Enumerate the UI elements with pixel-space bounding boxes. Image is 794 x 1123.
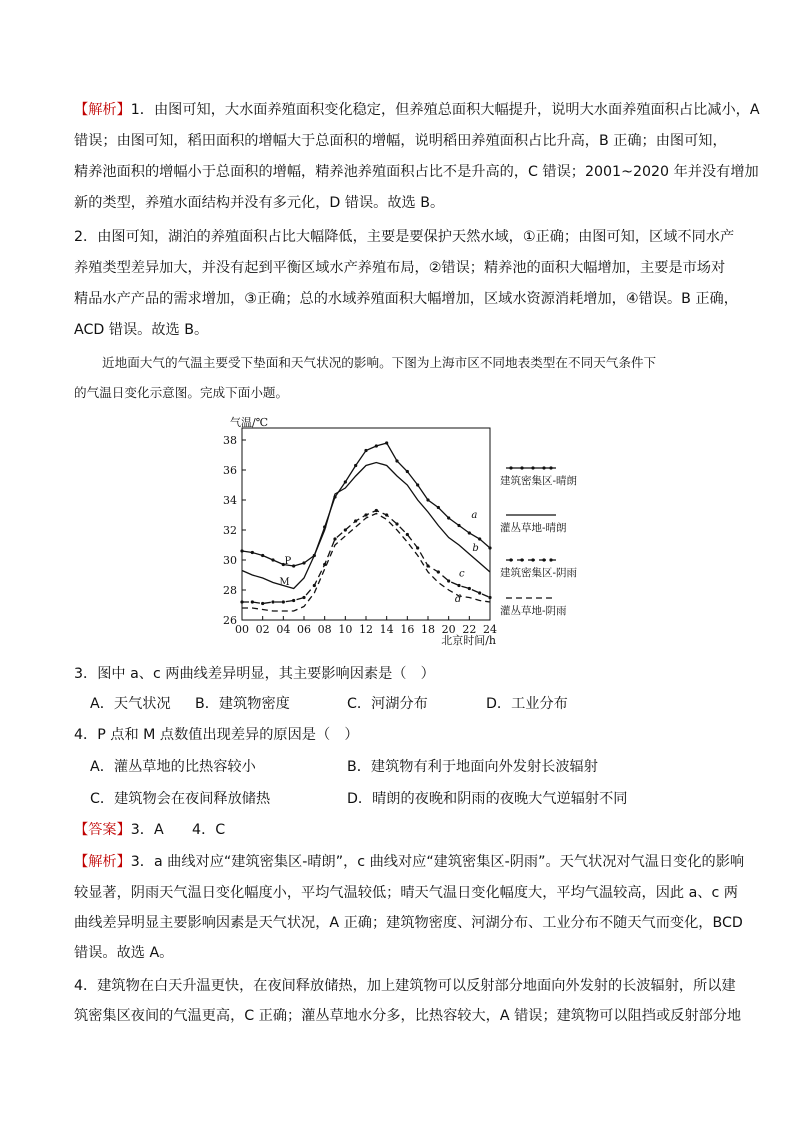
x-tick-label: 24 [483, 623, 497, 636]
series-point-c [344, 528, 347, 531]
series-point-c [416, 546, 419, 549]
series-point-a [240, 549, 243, 552]
x-tick-label: 06 [297, 623, 311, 636]
series-line-a [242, 443, 490, 566]
q3-option-d: D．工业分布 [486, 696, 568, 712]
q4-option-d: D．晴朗的夜晚和阴雨的夜晚大气逆辐射不同 [347, 791, 628, 807]
legend-label-d: 灌丛草地-阴雨 [500, 605, 567, 617]
series-point-a [468, 531, 471, 534]
series-point-c [478, 591, 481, 594]
series-point-a [406, 470, 409, 473]
y-tick-label: 28 [223, 584, 237, 597]
question-4-stem: 4．P 点和 M 点数值出现差异的原因是（ ） [74, 727, 359, 743]
series-point-a [437, 506, 440, 509]
series-point-c [468, 587, 471, 590]
legend-label-c: 建筑密集区-阴雨 [500, 567, 578, 579]
explain1-line-8: ACD 错误。故选 B。 [74, 322, 209, 338]
intro-line-2: 的气温日变化示意图。完成下面小题。 [74, 385, 289, 400]
explain1-line-3: 精养池面积的增幅小于总面积的增幅，精养池养殖面积占比不是升高的，C 错误；2001~2020 年并没有增加 [74, 164, 759, 180]
x-axis-label: 北京时间/h [441, 634, 496, 647]
series-point-c [488, 596, 491, 599]
legend-marker-c [509, 558, 512, 561]
legend-marker-a [531, 466, 534, 469]
x-tick-label: 16 [400, 623, 415, 636]
y-tick-label: 38 [223, 434, 237, 447]
series-point-c [271, 600, 274, 603]
series-point-c [375, 509, 378, 512]
series-point-a [426, 498, 429, 501]
explain1-line-5: 2．由图可知，湖泊的养殖面积占比大幅降低，主要是要保护天然水域，①正确；由图可知，区域不同水产 [74, 229, 735, 245]
series-point-a [395, 459, 398, 462]
x-tick-label: 18 [421, 623, 435, 636]
x-tick-label: 22 [462, 623, 477, 636]
series-point-c [447, 579, 450, 582]
series-point-a [447, 516, 450, 519]
x-tick-label: 00 [235, 623, 249, 636]
legend-marker-c [531, 558, 534, 561]
legend-marker-c [542, 558, 545, 561]
series-point-c [406, 533, 409, 536]
x-tick-label: 02 [255, 623, 270, 636]
q4-option-b: B．建筑物有利于地面向外发射长波辐射 [347, 759, 598, 775]
series-point-a [302, 561, 305, 564]
y-axis-label: 气温/℃ [230, 416, 269, 429]
answer-line [74, 820, 225, 840]
series-point-c [354, 519, 357, 522]
curve-label-a: a [471, 510, 478, 521]
curve-label-c: c [459, 568, 465, 580]
series-line-c [242, 511, 490, 604]
x-tick-label: 12 [359, 623, 373, 636]
explain2-line-4: 错误。故选 A。 [74, 945, 174, 961]
series-point-c [313, 584, 316, 587]
curve-label-b: b [472, 543, 479, 554]
x-tick-label: 04 [276, 623, 291, 636]
series-point-c [395, 522, 398, 525]
series-point-c [261, 602, 264, 605]
x-tick-label: 10 [338, 623, 353, 636]
series-point-a [354, 464, 357, 467]
legend-marker-c [549, 558, 552, 561]
answer-tag: 【答案】 [74, 822, 131, 838]
series-point-a [457, 524, 460, 527]
y-tick-label: 32 [223, 524, 237, 537]
explain2-line-6: 筑密集区夜间的气温更高，C 正确；灌丛草地水分多，比热容较大，A 错误；建筑物可以阻挡或反射部分地 [74, 1008, 742, 1024]
series-point-c [385, 513, 388, 516]
question-3-stem: 3．图中 a、c 两曲线差异明显，其主要影响因素是（ ） [74, 666, 435, 682]
series-point-c [292, 599, 295, 602]
y-tick-label: 26 [223, 614, 237, 627]
series-point-a [344, 480, 347, 483]
legend-marker-a [542, 466, 545, 469]
series-point-a [478, 537, 481, 540]
x-tick-label: 14 [379, 623, 394, 636]
series-point-c [426, 564, 429, 567]
series-point-a [385, 441, 388, 444]
series-point-a [251, 551, 254, 554]
series-point-c [457, 584, 460, 587]
answer-text: 3．A 4．C [130, 822, 226, 838]
legend-label-b: 灌丛草地-晴朗 [500, 522, 567, 534]
explain2-line-2: 较显著，阴雨天气温日变化幅度小，平均气温较低；晴天气温日变化幅度大，平均气温较高，因此 a、c 两 [74, 885, 738, 901]
series-point-c [251, 600, 254, 603]
explain1-line-6: 养殖类型差异加大，并没有起到平衡区域水产养殖布局，②错误；精养池的面积大幅增加，主要是市场对 [74, 260, 726, 276]
series-point-c [240, 600, 243, 603]
q4-option-a: A．灌丛草地的比热容较小 [90, 759, 256, 775]
curve-label-d: d [454, 594, 462, 605]
point-label-m: M [279, 577, 290, 588]
series-point-a [364, 449, 367, 452]
x-tick-label: 08 [317, 623, 332, 636]
legend-marker-a [509, 466, 512, 469]
series-point-c [333, 537, 336, 540]
legend-marker-a [520, 466, 523, 469]
series-point-a [375, 444, 378, 447]
legend-marker-c [520, 558, 523, 561]
temperature-chart [200, 414, 600, 650]
point-label-p: P [284, 556, 292, 567]
explain1-line-2: 错误；由图可知，稻田面积的增幅大于总面积的增幅，说明稻田养殖面积占比升高，B 正确；由图可知， [74, 133, 727, 149]
plot-frame [242, 428, 490, 620]
legend-label-a: 建筑密集区-晴朗 [500, 475, 578, 487]
series-point-c [282, 600, 285, 603]
series-point-c [302, 596, 305, 599]
y-tick-label: 34 [223, 494, 237, 507]
explain1-line-4: 新的类型，养殖水面结构并没有多元化，D 错误。故选 B。 [74, 195, 445, 211]
series-point-c [323, 563, 326, 566]
explain2-line-3: 曲线差异明显主要影响因素是天气状况，A 正确；建筑物密度、河湖分布、工业分布不随天气而变化，BCD [74, 915, 743, 931]
series-point-a [261, 554, 264, 557]
intro-line-1: 近地面大气的气温主要受下垫面和天气状况的影响。下图为上海市区不同地表类型在不同天气条件下 [102, 355, 657, 370]
y-tick-label: 36 [223, 464, 237, 477]
series-point-a [416, 483, 419, 486]
q3-option-c: C．河湖分布 [347, 696, 428, 712]
explain2-line-5: 4．建筑物在白天升温更快，在夜间释放储热，加上建筑物可以反射部分地面向外发射的长波辐射，所以建 [74, 978, 736, 994]
series-point-a [488, 546, 491, 549]
explain2-tag: 【解析】 [74, 854, 131, 870]
q3-option-a: A．天气状况 [90, 696, 171, 712]
series-point-c [364, 513, 367, 516]
series-point-a [271, 558, 274, 561]
series-line-b [242, 463, 490, 589]
series-point-c [437, 570, 440, 573]
series-point-a [292, 564, 295, 567]
x-tick-label: 20 [441, 623, 456, 636]
explain1-tag: 【解析】 [74, 102, 131, 118]
q4-option-c: C．建筑物会在夜间释放储热 [90, 791, 271, 807]
explain1-line-7: 精品水产产品的需求增加，③正确；总的水域养殖面积大幅增加，区域水资源消耗增加，④错误。B 正确， [74, 291, 738, 307]
explain1-line-1: 【解析】1．由图可知，大水面养殖面积变化稳定，但养殖总面积大幅提升，说明大水面养殖面积占比减小，A [74, 102, 760, 118]
q3-option-b: B．建筑物密度 [195, 696, 290, 712]
y-tick-label: 30 [223, 554, 237, 567]
explain2-line-1: 【解析】3．a 曲线对应“建筑密集区-晴朗”，c 曲线对应“建筑密集区-阴雨”。天气状况对气温日变化的影响 [74, 854, 745, 870]
legend-marker-a [549, 466, 552, 469]
